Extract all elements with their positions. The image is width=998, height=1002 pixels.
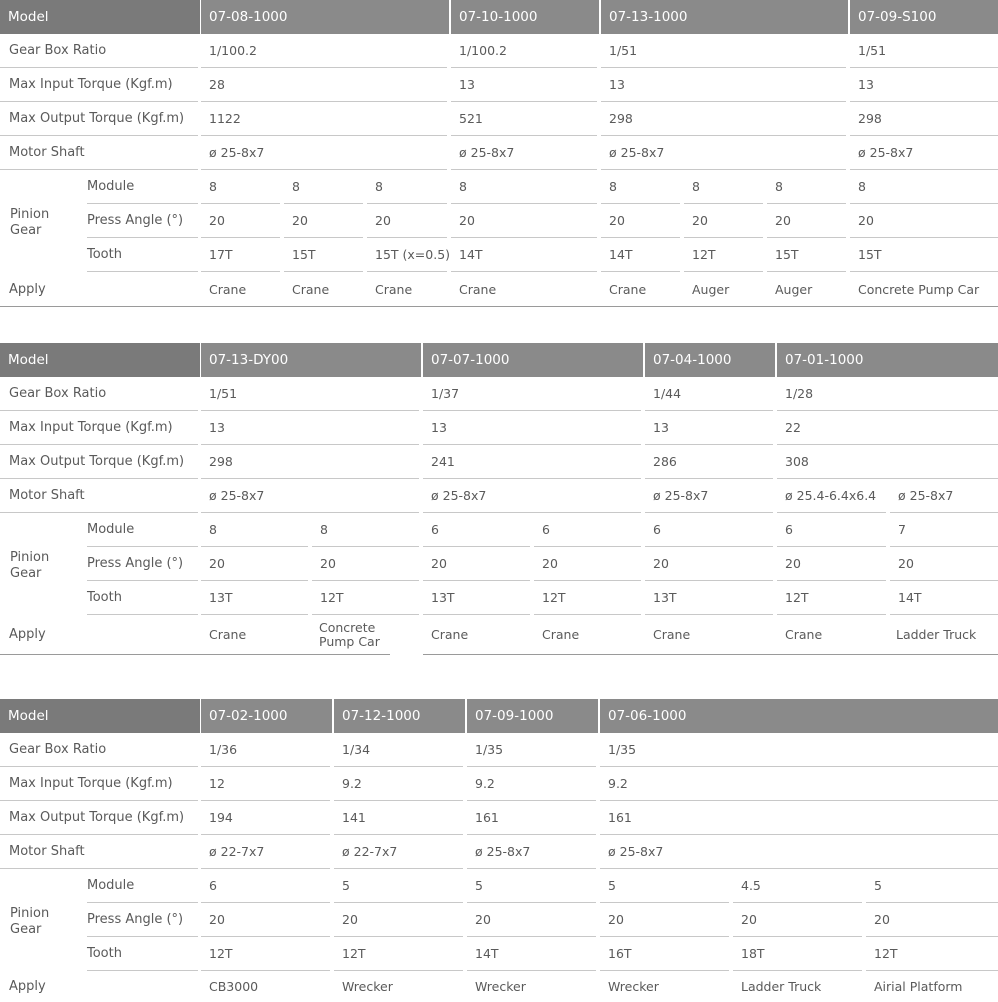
model-name: 07-07-1000 (423, 343, 643, 377)
apply-value: CB3000 (209, 979, 259, 994)
output-label: Max Output Torque (Kgf.m) (0, 102, 198, 136)
ratio-value: 1/44 (645, 377, 773, 411)
module-value: 6 (201, 869, 330, 903)
tooth-value: 12T (866, 937, 998, 971)
model-name: 07-10-1000 (451, 0, 599, 34)
ratio-label: Gear Box Ratio (0, 377, 198, 411)
tooth-value: 14T (451, 238, 597, 272)
apply-value: Concrete Pump Car (850, 272, 998, 307)
apply-value: Crane (284, 272, 367, 307)
tooth-value: 12T (534, 581, 641, 615)
apply-value: Crane (534, 615, 645, 655)
shaft-label: Motor Shaft (0, 136, 198, 170)
module-value: 6 (534, 513, 641, 547)
input-value: 13 (423, 411, 641, 445)
ratio-value: 1/37 (423, 377, 641, 411)
ratio-value: 1/36 (201, 733, 330, 767)
model-name: 07-02-1000 (201, 699, 332, 733)
ratio-label: Gear Box Ratio (0, 733, 198, 767)
angle-label: Press Angle (°) (87, 547, 198, 581)
shaft-value: ø 22-7x7 (334, 835, 463, 869)
tooth-value: 12T (777, 581, 886, 615)
output-value: 308 (777, 445, 998, 479)
model-label: Model (0, 699, 200, 733)
spec-table-1 (0, 0, 998, 307)
input-row (0, 767, 998, 801)
ratio-row (0, 733, 998, 767)
ratio-label: Gear Box Ratio (0, 34, 198, 68)
output-value: 298 (601, 102, 846, 136)
header-row (0, 0, 998, 34)
ratio-value: 1/100.2 (201, 34, 447, 68)
ratio-row (0, 34, 998, 68)
model-name: 07-08-1000 (201, 0, 449, 34)
model-name: 07-13-DY00 (201, 343, 421, 377)
apply-value: Concrete Pump Car (312, 615, 390, 655)
apply-row (0, 615, 998, 655)
model-name: 07-12-1000 (334, 699, 465, 733)
angle-value: 20 (284, 204, 363, 238)
ratio-value: 1/28 (777, 377, 998, 411)
angle-value: 20 (684, 204, 763, 238)
spec-table-2 (0, 343, 998, 655)
angle-value: 20 (312, 547, 419, 581)
apply-label: Apply (9, 979, 46, 994)
tooth-label: Tooth (87, 238, 198, 272)
module-value: 4.5 (733, 869, 862, 903)
output-value: 141 (334, 801, 463, 835)
angle-value: 20 (423, 547, 530, 581)
output-label: Max Output Torque (Kgf.m) (0, 801, 198, 835)
module-value: 8 (601, 170, 680, 204)
output-value: 298 (850, 102, 998, 136)
input-value: 13 (645, 411, 773, 445)
ratio-value: 1/51 (850, 34, 998, 68)
angle-value: 20 (733, 903, 862, 937)
input-label: Max Input Torque (Kgf.m) (0, 767, 198, 801)
apply-value: Wrecker (342, 979, 393, 994)
angle-value: 20 (645, 547, 773, 581)
angle-value: 20 (201, 547, 308, 581)
tooth-row (0, 581, 998, 615)
output-row (0, 445, 998, 479)
input-value: 28 (201, 68, 447, 102)
shaft-value: ø 25.4-6.4x6.4 (777, 479, 886, 513)
output-value: 298 (201, 445, 419, 479)
tooth-value: 13T (645, 581, 773, 615)
input-value: 9.2 (600, 767, 998, 801)
apply-value: Ladder Truck (741, 979, 822, 994)
output-row (0, 801, 998, 835)
pinion-gear-label: Pinion Gear (10, 906, 50, 937)
ratio-row (0, 377, 998, 411)
angle-value: 20 (334, 903, 463, 937)
input-label: Max Input Torque (Kgf.m) (0, 411, 198, 445)
input-value: 13 (201, 411, 419, 445)
angle-value: 20 (600, 903, 729, 937)
module-value: 5 (334, 869, 463, 903)
module-value: 5 (467, 869, 596, 903)
shaft-value: ø 22-7x7 (201, 835, 330, 869)
module-value: 8 (767, 170, 846, 204)
tooth-value: 14T (601, 238, 680, 272)
model-label: Model (0, 0, 200, 34)
tooth-value: 15T (x=0.5) (367, 238, 447, 272)
shaft-value: ø 25-8x7 (423, 479, 641, 513)
shaft-value: ø 25-8x7 (645, 479, 773, 513)
module-value: 8 (312, 513, 419, 547)
model-name: 07-06-1000 (600, 699, 998, 733)
shaft-row (0, 136, 998, 170)
tooth-value: 12T (312, 581, 419, 615)
module-value: 6 (423, 513, 530, 547)
module-label: Module (87, 513, 198, 547)
output-value: 161 (600, 801, 998, 835)
angle-value: 20 (777, 547, 886, 581)
module-label: Module (87, 170, 198, 204)
model-label: Model (0, 343, 200, 377)
shaft-value: ø 25-8x7 (201, 479, 419, 513)
angle-value: 20 (601, 204, 680, 238)
tooth-value: 16T (600, 937, 729, 971)
apply-value: Airial Platform (874, 979, 963, 994)
output-value: 286 (645, 445, 773, 479)
apply-value: Crane (451, 272, 601, 307)
ratio-value: 1/51 (601, 34, 846, 68)
tooth-value: 17T (201, 238, 280, 272)
input-value: 9.2 (467, 767, 596, 801)
input-value: 13 (451, 68, 597, 102)
tooth-value: 18T (733, 937, 862, 971)
module-value: 8 (850, 170, 998, 204)
module-value: 8 (367, 170, 447, 204)
pinion-gear-label: Pinion Gear (10, 207, 50, 238)
output-value: 161 (467, 801, 596, 835)
shaft-value: ø 25-8x7 (600, 835, 998, 869)
input-row (0, 411, 998, 445)
input-label: Max Input Torque (Kgf.m) (0, 68, 198, 102)
spec-table-3 (0, 699, 998, 1002)
apply-value: Crane (201, 272, 284, 307)
tooth-label: Tooth (87, 581, 198, 615)
module-value: 8 (284, 170, 363, 204)
angle-value: 20 (850, 204, 998, 238)
module-value: 6 (777, 513, 886, 547)
angle-value: 20 (534, 547, 641, 581)
tooth-row (0, 238, 998, 272)
shaft-value: ø 25-8x7 (201, 136, 447, 170)
header-row (0, 343, 998, 377)
apply-value: Wrecker (608, 979, 659, 994)
angle-label: Press Angle (°) (87, 903, 198, 937)
model-name: 07-13-1000 (601, 0, 848, 34)
angle-value: 20 (866, 903, 998, 937)
tooth-value: 14T (467, 937, 596, 971)
apply-value: Ladder Truck (890, 615, 998, 655)
shaft-value: ø 25-8x7 (467, 835, 596, 869)
angle-value: 20 (767, 204, 846, 238)
module-row (0, 170, 998, 204)
model-name: 07-09-1000 (467, 699, 598, 733)
module-value: 8 (684, 170, 763, 204)
shaft-label: Motor Shaft (0, 479, 198, 513)
angle-row (0, 547, 998, 581)
angle-value: 20 (467, 903, 596, 937)
angle-value: 20 (890, 547, 998, 581)
apply-value: Crane (367, 272, 451, 307)
module-row (0, 869, 998, 903)
module-row (0, 513, 998, 547)
input-value: 12 (201, 767, 330, 801)
apply-value: Crane (423, 615, 534, 655)
angle-row (0, 903, 998, 937)
input-value: 13 (601, 68, 846, 102)
apply-label: Apply (0, 272, 201, 307)
ratio-value: 1/35 (600, 733, 998, 767)
shaft-row (0, 479, 998, 513)
ratio-value: 1/35 (467, 733, 596, 767)
header-row (0, 699, 998, 733)
module-value: 8 (201, 513, 308, 547)
module-value: 6 (645, 513, 773, 547)
module-value: 5 (866, 869, 998, 903)
tooth-value: 15T (284, 238, 363, 272)
apply-value: Crane (777, 615, 890, 655)
model-name: 07-09-S100 (850, 0, 998, 34)
output-row (0, 102, 998, 136)
module-value: 8 (201, 170, 280, 204)
pinion-gear-label: Pinion Gear (10, 550, 50, 581)
ratio-value: 1/34 (334, 733, 463, 767)
angle-value: 20 (451, 204, 597, 238)
apply-value: Auger (684, 272, 767, 307)
apply-value: Crane (201, 615, 312, 655)
input-row (0, 68, 998, 102)
angle-label: Press Angle (°) (87, 204, 198, 238)
tooth-value: 12T (334, 937, 463, 971)
tooth-value: 15T (850, 238, 998, 272)
angle-value: 20 (201, 903, 330, 937)
angle-row (0, 204, 998, 238)
model-name: 07-01-1000 (777, 343, 998, 377)
apply-row (0, 971, 998, 1002)
ratio-value: 1/51 (201, 377, 419, 411)
input-value: 13 (850, 68, 998, 102)
module-label: Module (87, 869, 198, 903)
output-value: 194 (201, 801, 330, 835)
shaft-row (0, 835, 998, 869)
tooth-label: Tooth (87, 937, 198, 971)
output-value: 1122 (201, 102, 447, 136)
module-value: 8 (451, 170, 597, 204)
shaft-label: Motor Shaft (0, 835, 198, 869)
tooth-value: 12T (201, 937, 330, 971)
angle-value: 20 (201, 204, 280, 238)
input-value: 9.2 (334, 767, 463, 801)
shaft-value: ø 25-8x7 (850, 136, 998, 170)
shaft-value: ø 25-8x7 (890, 479, 998, 513)
apply-value: Wrecker (475, 979, 526, 994)
tooth-value: 15T (767, 238, 846, 272)
tooth-value: 13T (423, 581, 530, 615)
angle-value: 20 (367, 204, 447, 238)
input-value: 22 (777, 411, 998, 445)
shaft-value: ø 25-8x7 (601, 136, 846, 170)
tooth-value: 13T (201, 581, 308, 615)
apply-row (0, 272, 998, 307)
module-value: 7 (890, 513, 998, 547)
apply-value: Crane (601, 272, 684, 307)
output-value: 241 (423, 445, 641, 479)
shaft-value: ø 25-8x7 (451, 136, 597, 170)
model-name: 07-04-1000 (645, 343, 775, 377)
apply-label: Apply (0, 615, 201, 655)
output-label: Max Output Torque (Kgf.m) (0, 445, 198, 479)
tooth-row (0, 937, 998, 971)
apply-value: Crane (645, 615, 777, 655)
ratio-value: 1/100.2 (451, 34, 597, 68)
tooth-value: 12T (684, 238, 763, 272)
tooth-value: 14T (890, 581, 998, 615)
module-value: 5 (600, 869, 729, 903)
output-value: 521 (451, 102, 597, 136)
apply-value: Auger (767, 272, 850, 307)
